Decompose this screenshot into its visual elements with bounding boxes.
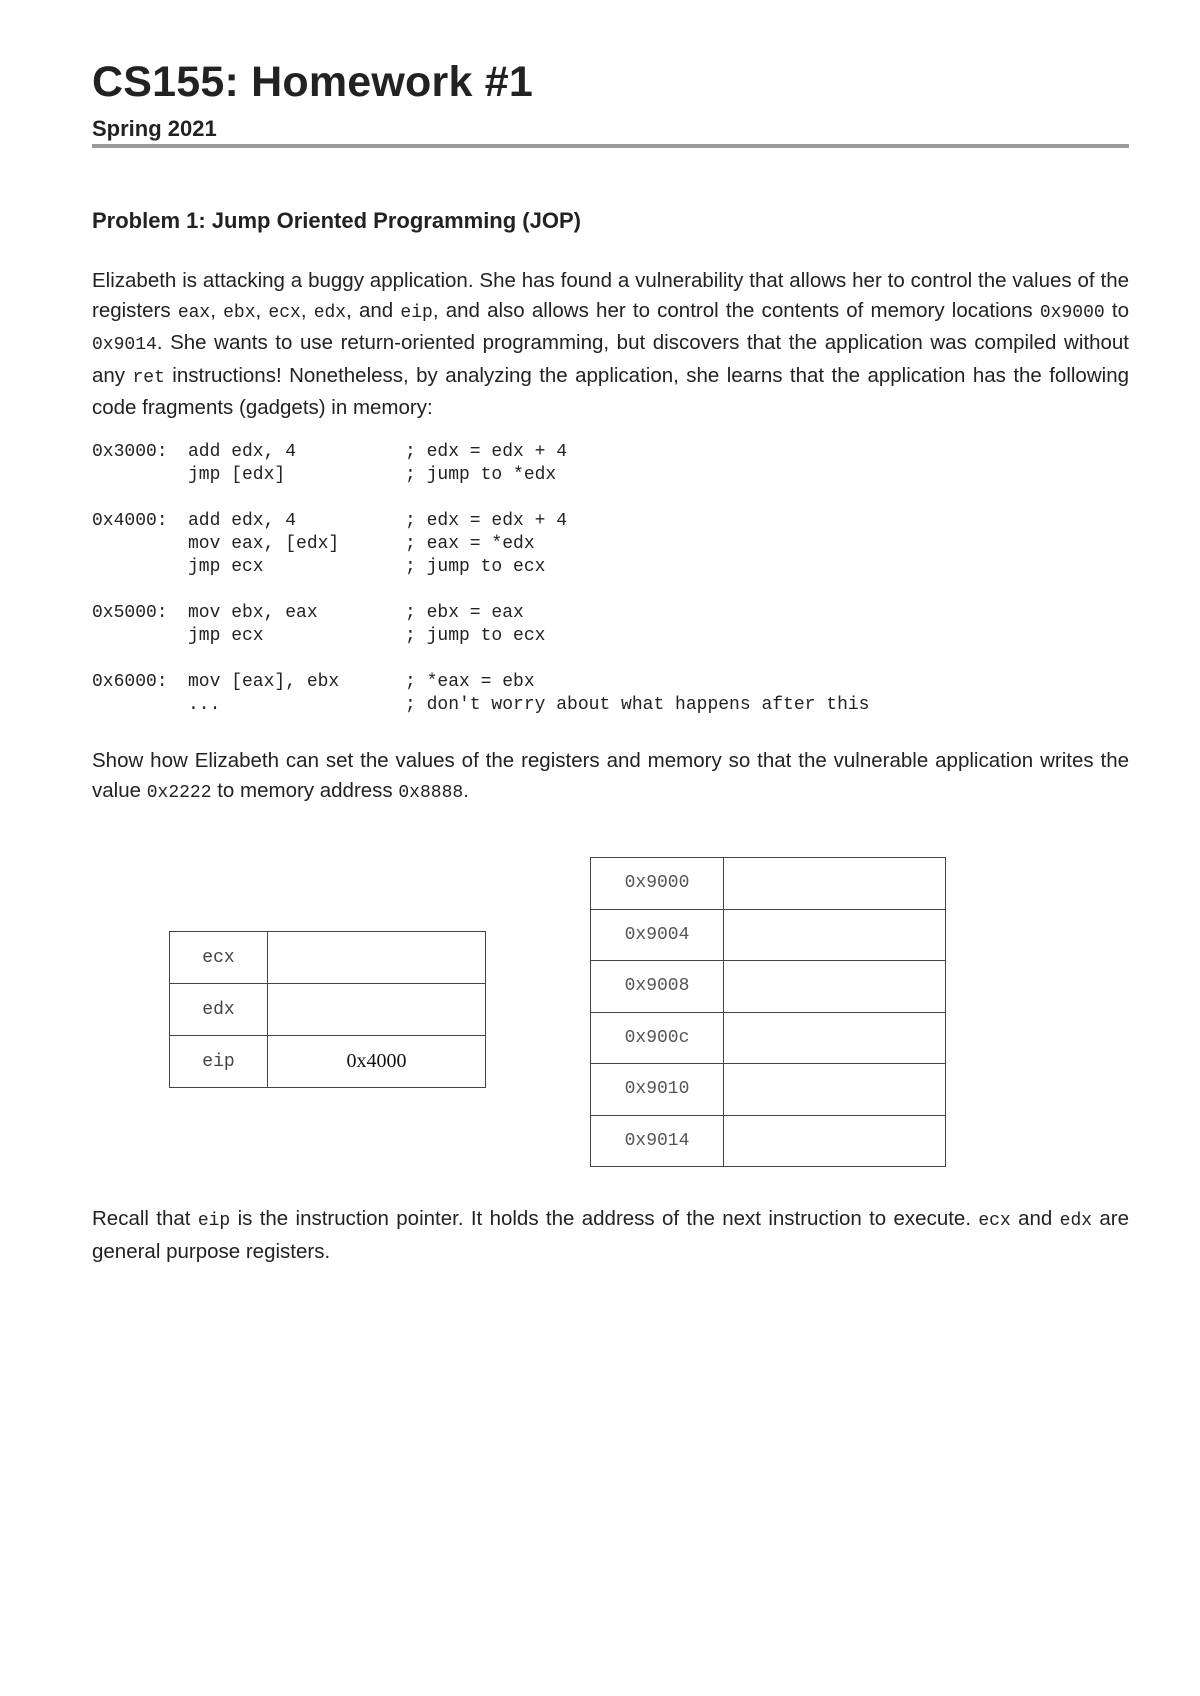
gadget-block bbox=[92, 671, 869, 717]
memory-row bbox=[591, 1115, 946, 1167]
memory-value-cell[interactable] bbox=[724, 961, 946, 1013]
gadget-instruction: mov eax, [edx] bbox=[188, 534, 340, 554]
memory-row bbox=[591, 1012, 946, 1064]
gadget-instruction: mov ebx, eax bbox=[188, 603, 318, 623]
memory-row bbox=[591, 858, 946, 910]
register-name: eip bbox=[170, 1036, 268, 1088]
gadget-address: 0x3000: bbox=[92, 442, 168, 462]
gadget-instruction: jmp ecx bbox=[188, 626, 264, 646]
code-line bbox=[92, 556, 869, 579]
gadget-comment: ; jump to ecx bbox=[405, 626, 546, 646]
gadget-instruction: mov [eax], ebx bbox=[188, 672, 340, 692]
memory-row bbox=[591, 909, 946, 961]
gadget-code-listing bbox=[92, 441, 869, 717]
gadget-address: 0x4000: bbox=[92, 511, 168, 531]
memory-table bbox=[590, 857, 946, 1167]
gadget-comment: ; edx = edx + 4 bbox=[405, 511, 568, 531]
code-line bbox=[92, 533, 869, 556]
memory-address: 0x900c bbox=[591, 1012, 724, 1064]
gadget-instruction: jmp [edx] bbox=[188, 465, 286, 485]
problem-intro-paragraph: Elizabeth is attacking a buggy application. She has found a vulnerability that allows her to control the values of the registers eax, ebx, ecx, edx, and eip, and also allows her to control the contents of memory locations 0x9000 to 0x9014. She wants to use return-oriented programming, but discovers that the application was compiled without any ret instructions! Nonetheless, by analyzing the application, she learns that the application has the following code fragments (gadgets) in memory: bbox=[92, 269, 1129, 419]
gadget-instruction: jmp ecx bbox=[188, 557, 264, 577]
gadget-instruction: add edx, 4 bbox=[188, 442, 297, 462]
code-line bbox=[92, 625, 869, 648]
gadget-address: 0x5000: bbox=[92, 603, 168, 623]
gadget-comment: ; jump to *edx bbox=[405, 465, 557, 485]
register-row bbox=[170, 984, 486, 1036]
memory-row bbox=[591, 1064, 946, 1116]
memory-value-cell[interactable] bbox=[724, 909, 946, 961]
code-line bbox=[92, 694, 869, 717]
register-name: edx bbox=[170, 984, 268, 1036]
code-line bbox=[92, 671, 869, 694]
register-row bbox=[170, 932, 486, 984]
code-line bbox=[92, 464, 869, 487]
register-value-cell[interactable] bbox=[268, 984, 486, 1036]
document-subtitle: Spring 2021 bbox=[92, 116, 217, 141]
gadget-comment: ; *eax = ebx bbox=[405, 672, 535, 692]
gadget-comment: ; eax = *edx bbox=[405, 534, 535, 554]
gadget-instruction: add edx, 4 bbox=[188, 511, 297, 531]
register-value-cell[interactable]: 0x4000 bbox=[268, 1036, 486, 1088]
gadget-comment: ; ebx = eax bbox=[405, 603, 524, 623]
gadget-block bbox=[92, 441, 869, 487]
code-line bbox=[92, 602, 869, 625]
register-row bbox=[170, 1036, 486, 1088]
code-line bbox=[92, 441, 869, 464]
gadget-block bbox=[92, 602, 869, 648]
memory-value-cell[interactable] bbox=[724, 858, 946, 910]
register-value-cell[interactable] bbox=[268, 932, 486, 984]
memory-value-cell[interactable] bbox=[724, 1012, 946, 1064]
gadget-comment: ; edx = edx + 4 bbox=[405, 442, 568, 462]
code-line bbox=[92, 510, 869, 533]
recall-paragraph: Recall that eip is the instruction pointer. It holds the address of the next instruction to execute. ecx and edx are general purpose registers. bbox=[92, 1207, 1130, 1263]
problem-heading: Problem 1: Jump Oriented Programming (JOP) bbox=[92, 208, 581, 233]
header-divider bbox=[92, 144, 1129, 148]
gadget-comment: ; jump to ecx bbox=[405, 557, 546, 577]
gadget-block bbox=[92, 510, 869, 579]
memory-row bbox=[591, 961, 946, 1013]
memory-address: 0x9004 bbox=[591, 909, 724, 961]
memory-value-cell[interactable] bbox=[724, 1064, 946, 1116]
register-table bbox=[169, 931, 486, 1088]
memory-value-cell[interactable] bbox=[724, 1115, 946, 1167]
task-paragraph: Show how Elizabeth can set the values of the registers and memory so that the vulnerable application writes the value 0x2222 to memory address 0x8888. bbox=[92, 749, 1129, 803]
gadget-address: 0x6000: bbox=[92, 672, 168, 692]
document-title: CS155: Homework #1 bbox=[92, 58, 533, 106]
memory-address: 0x9000 bbox=[591, 858, 724, 910]
register-name: ecx bbox=[170, 932, 268, 984]
gadget-comment: ; don't worry about what happens after this bbox=[405, 695, 870, 715]
memory-address: 0x9010 bbox=[591, 1064, 724, 1116]
gadget-instruction: ... bbox=[188, 695, 221, 715]
memory-address: 0x9008 bbox=[591, 961, 724, 1013]
memory-address: 0x9014 bbox=[591, 1115, 724, 1167]
